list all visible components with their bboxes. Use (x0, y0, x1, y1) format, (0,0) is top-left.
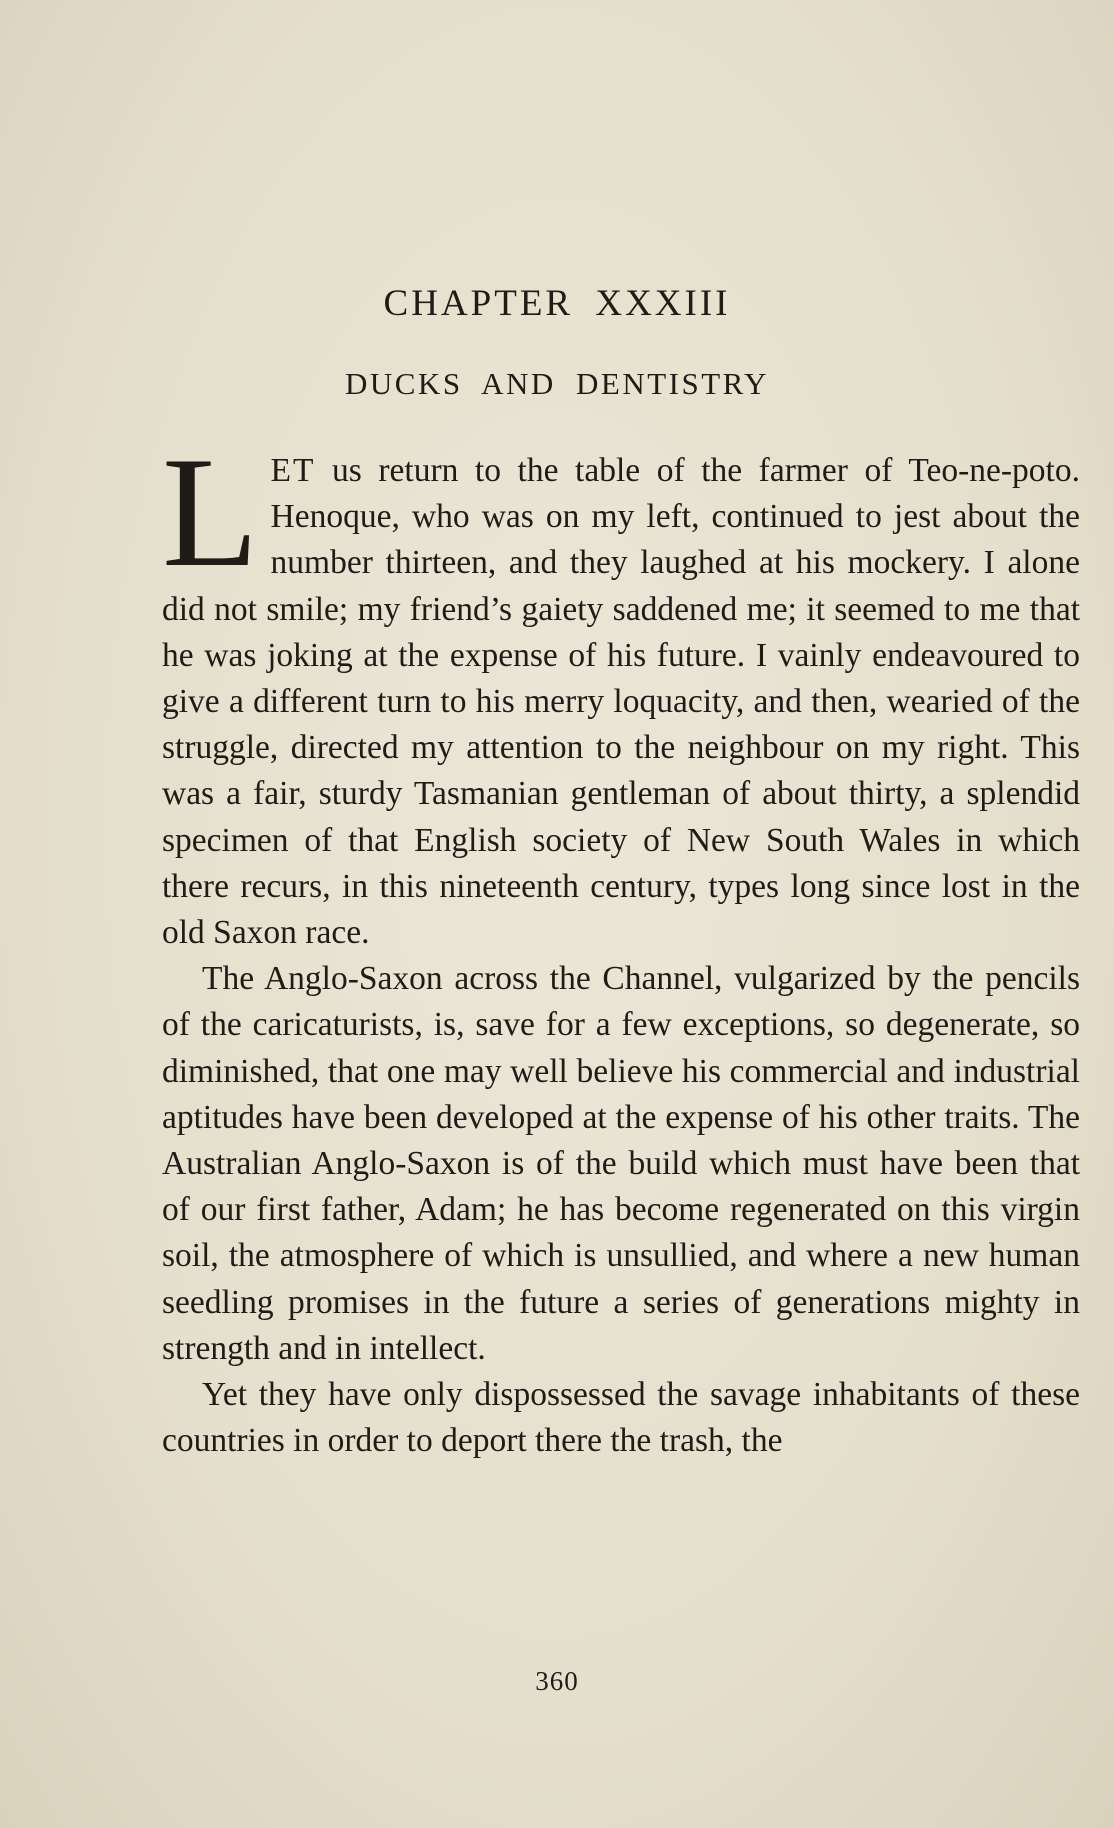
chapter-title: DUCKS AND DENTISTRY (344, 366, 770, 401)
drop-cap: L (162, 425, 259, 600)
page-number: 360 (535, 1666, 579, 1696)
lead-in: ET (270, 452, 316, 489)
bleed-through-text (165, 40, 965, 140)
chapter-heading: CHAPTER XXXIII (383, 283, 731, 324)
paragraph-1 (162, 425, 1080, 956)
paragraph-3: Yet they have only dispossessed the savage inhabitants of these countries in order to deport there the trash, the (162, 1376, 1080, 1460)
body-text (162, 425, 1080, 1464)
paragraph-2: The Anglo-Saxon across the Channel, vulgarized by the pencils of the caricaturists, is, save for a few exceptions, so degenerate, so diminished, that one may well believe his commercial and industrial aptitudes have been developed at the expense of his other traits. The Australian Anglo-Saxon is of the build which must have been that of our first father, Adam; he has become regenerated on this virgin soil, the atmosphere of which is unsullied, and where a new human seedling promises in the future a series of generations mighty in strength and in intellect. (162, 960, 1080, 1367)
paragraph-1-text: us return to the table of the farmer of Teo-ne-poto. Henoque, who was on my left, continued to jest about the number thirteen, and they laughed at his mockery. I alone did not smile; my friend’s gaiety saddened me; it seemed to me that he was joking at the expense of his future. I vainly endeavoured to give a different turn to his merry loquacity, and then, wearied of the struggle, directed my attention to the neighbour on my right. This was a fair, sturdy Tasmanian gentleman of about thirty, a splendid specimen of that English society of New South Wales in which there recurs, in this nineteenth century, types long since lost in the old Saxon race. (162, 452, 1080, 952)
